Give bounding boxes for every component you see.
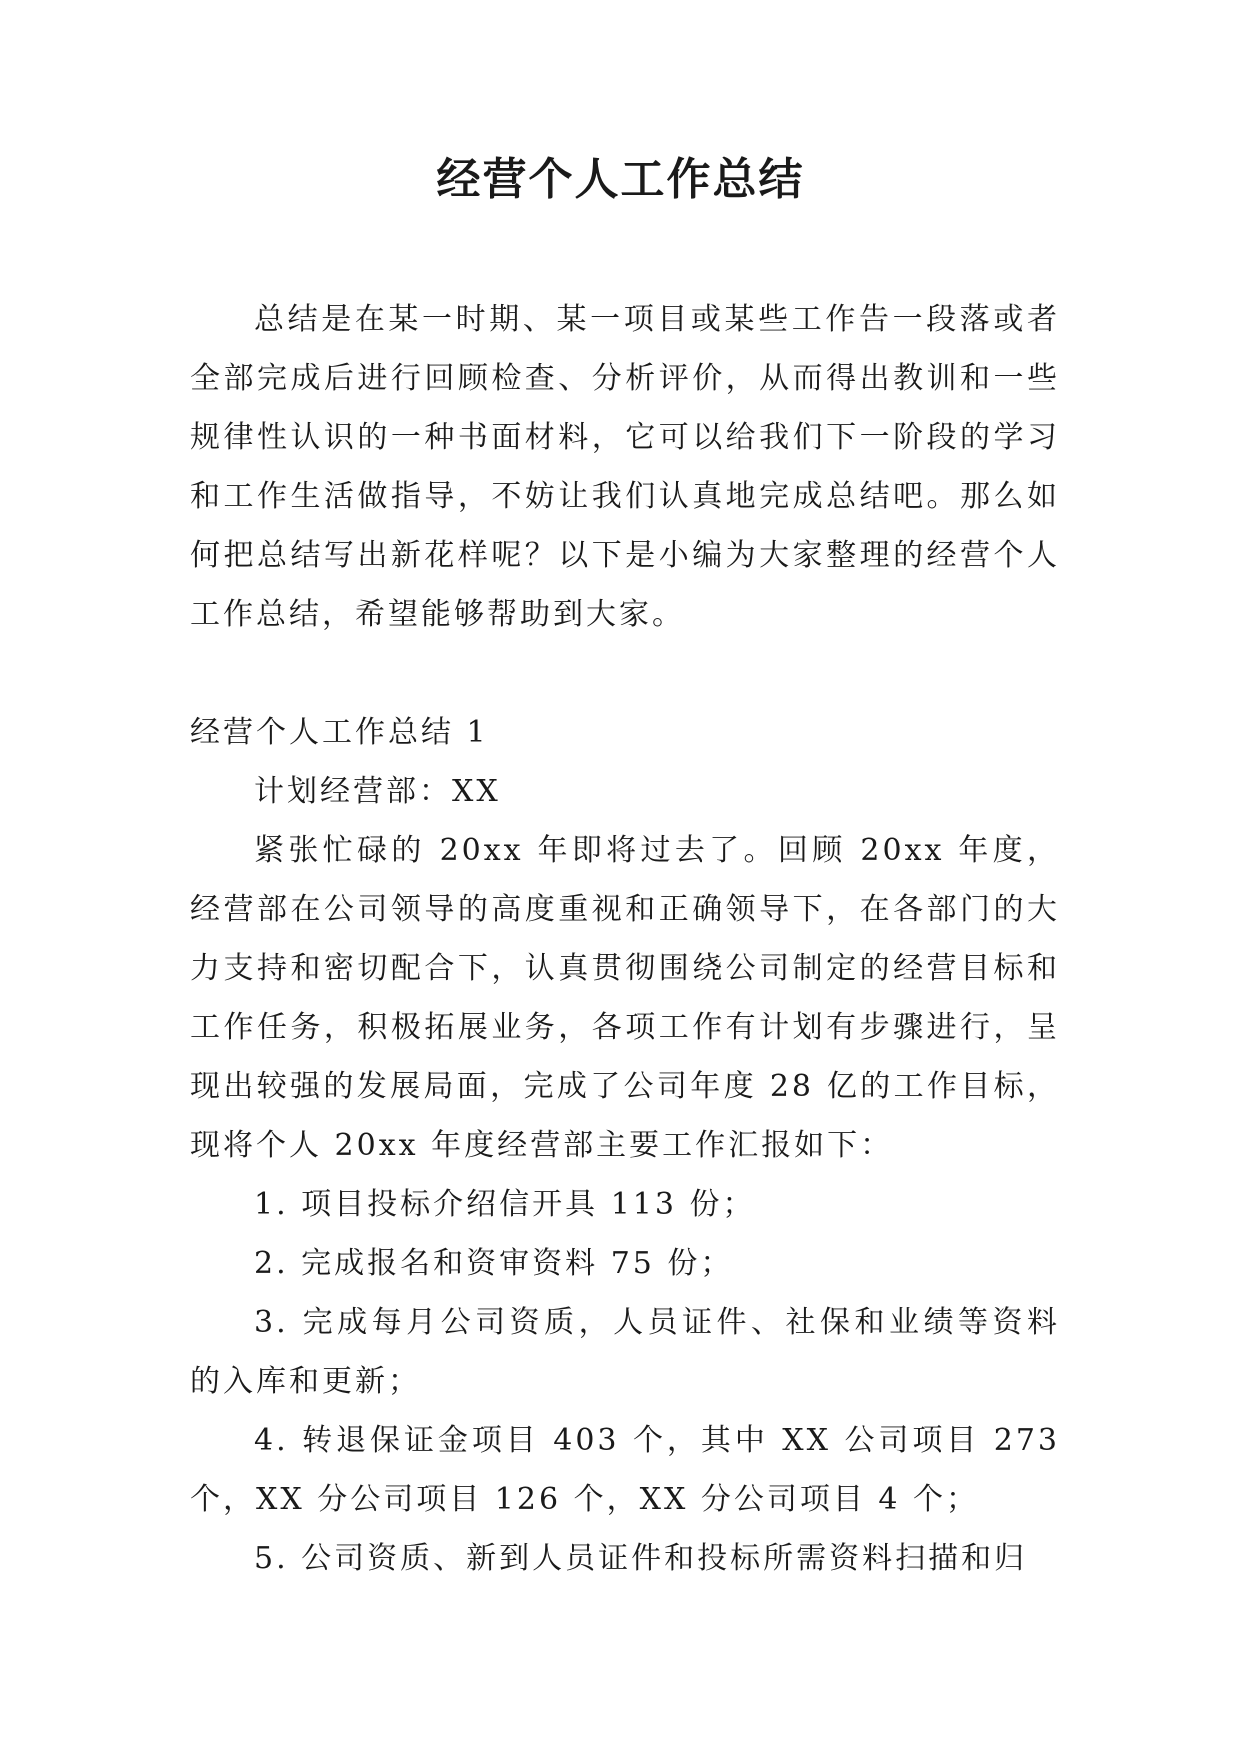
list-item-1: 1. 项目投标介绍信开具 113 份； bbox=[254, 1187, 756, 1222]
list-item-2: 2. 完成报名和资审资料 75 份； bbox=[254, 1246, 734, 1281]
paragraph-gap bbox=[190, 644, 1060, 703]
intro-paragraph: 总结是在某一时期、某一项目或某些工作告一段落或者全部完成后进行回顾检查、分析评价，从而得出教训和一些规律性认识的一种书面材料，它可以给我们下一阶段的学习和工作生活做指导，不妨让我们认真地完成总结吧。那么如何把总结写出新花样呢？以下是小编为大家整理的经营个人工作总结，希望能够帮助到大家。 bbox=[190, 302, 1060, 632]
document-title: 经营个人工作总结 bbox=[436, 154, 805, 205]
section-title: 经营个人工作总结 1 bbox=[190, 715, 489, 750]
list-item-3: 3. 完成每月公司资质，人员证件、社保和业绩等资料的入库和更新； bbox=[190, 1305, 1060, 1399]
list-item-4: 4. 转退保证金项目 403 个，其中 XX 公司项目 273 个，XX 分公司项目 126 个，XX 分公司项目 4 个； bbox=[190, 1423, 1060, 1517]
document-body bbox=[190, 290, 1060, 1588]
summary-paragraph: 紧张忙碌的 20xx 年即将过去了。回顾 20xx 年度，经营部在公司领导的高度重视和正确领导下，在各部门的大力支持和密切配合下，认真贯彻围绕公司制定的经营目标和工作任务，积极拓展业务，各项工作有计划有步骤进行，呈现出较强的发展局面，完成了公司年度 28 亿的工作目标，现将个人 20xx 年度经营部主要工作汇报如下： bbox=[190, 833, 1060, 1163]
list-item-5: 5. 公司资质、新到人员证件和投标所需资料扫描和归 bbox=[254, 1541, 1028, 1576]
department-line: 计划经营部：XX bbox=[254, 774, 501, 809]
